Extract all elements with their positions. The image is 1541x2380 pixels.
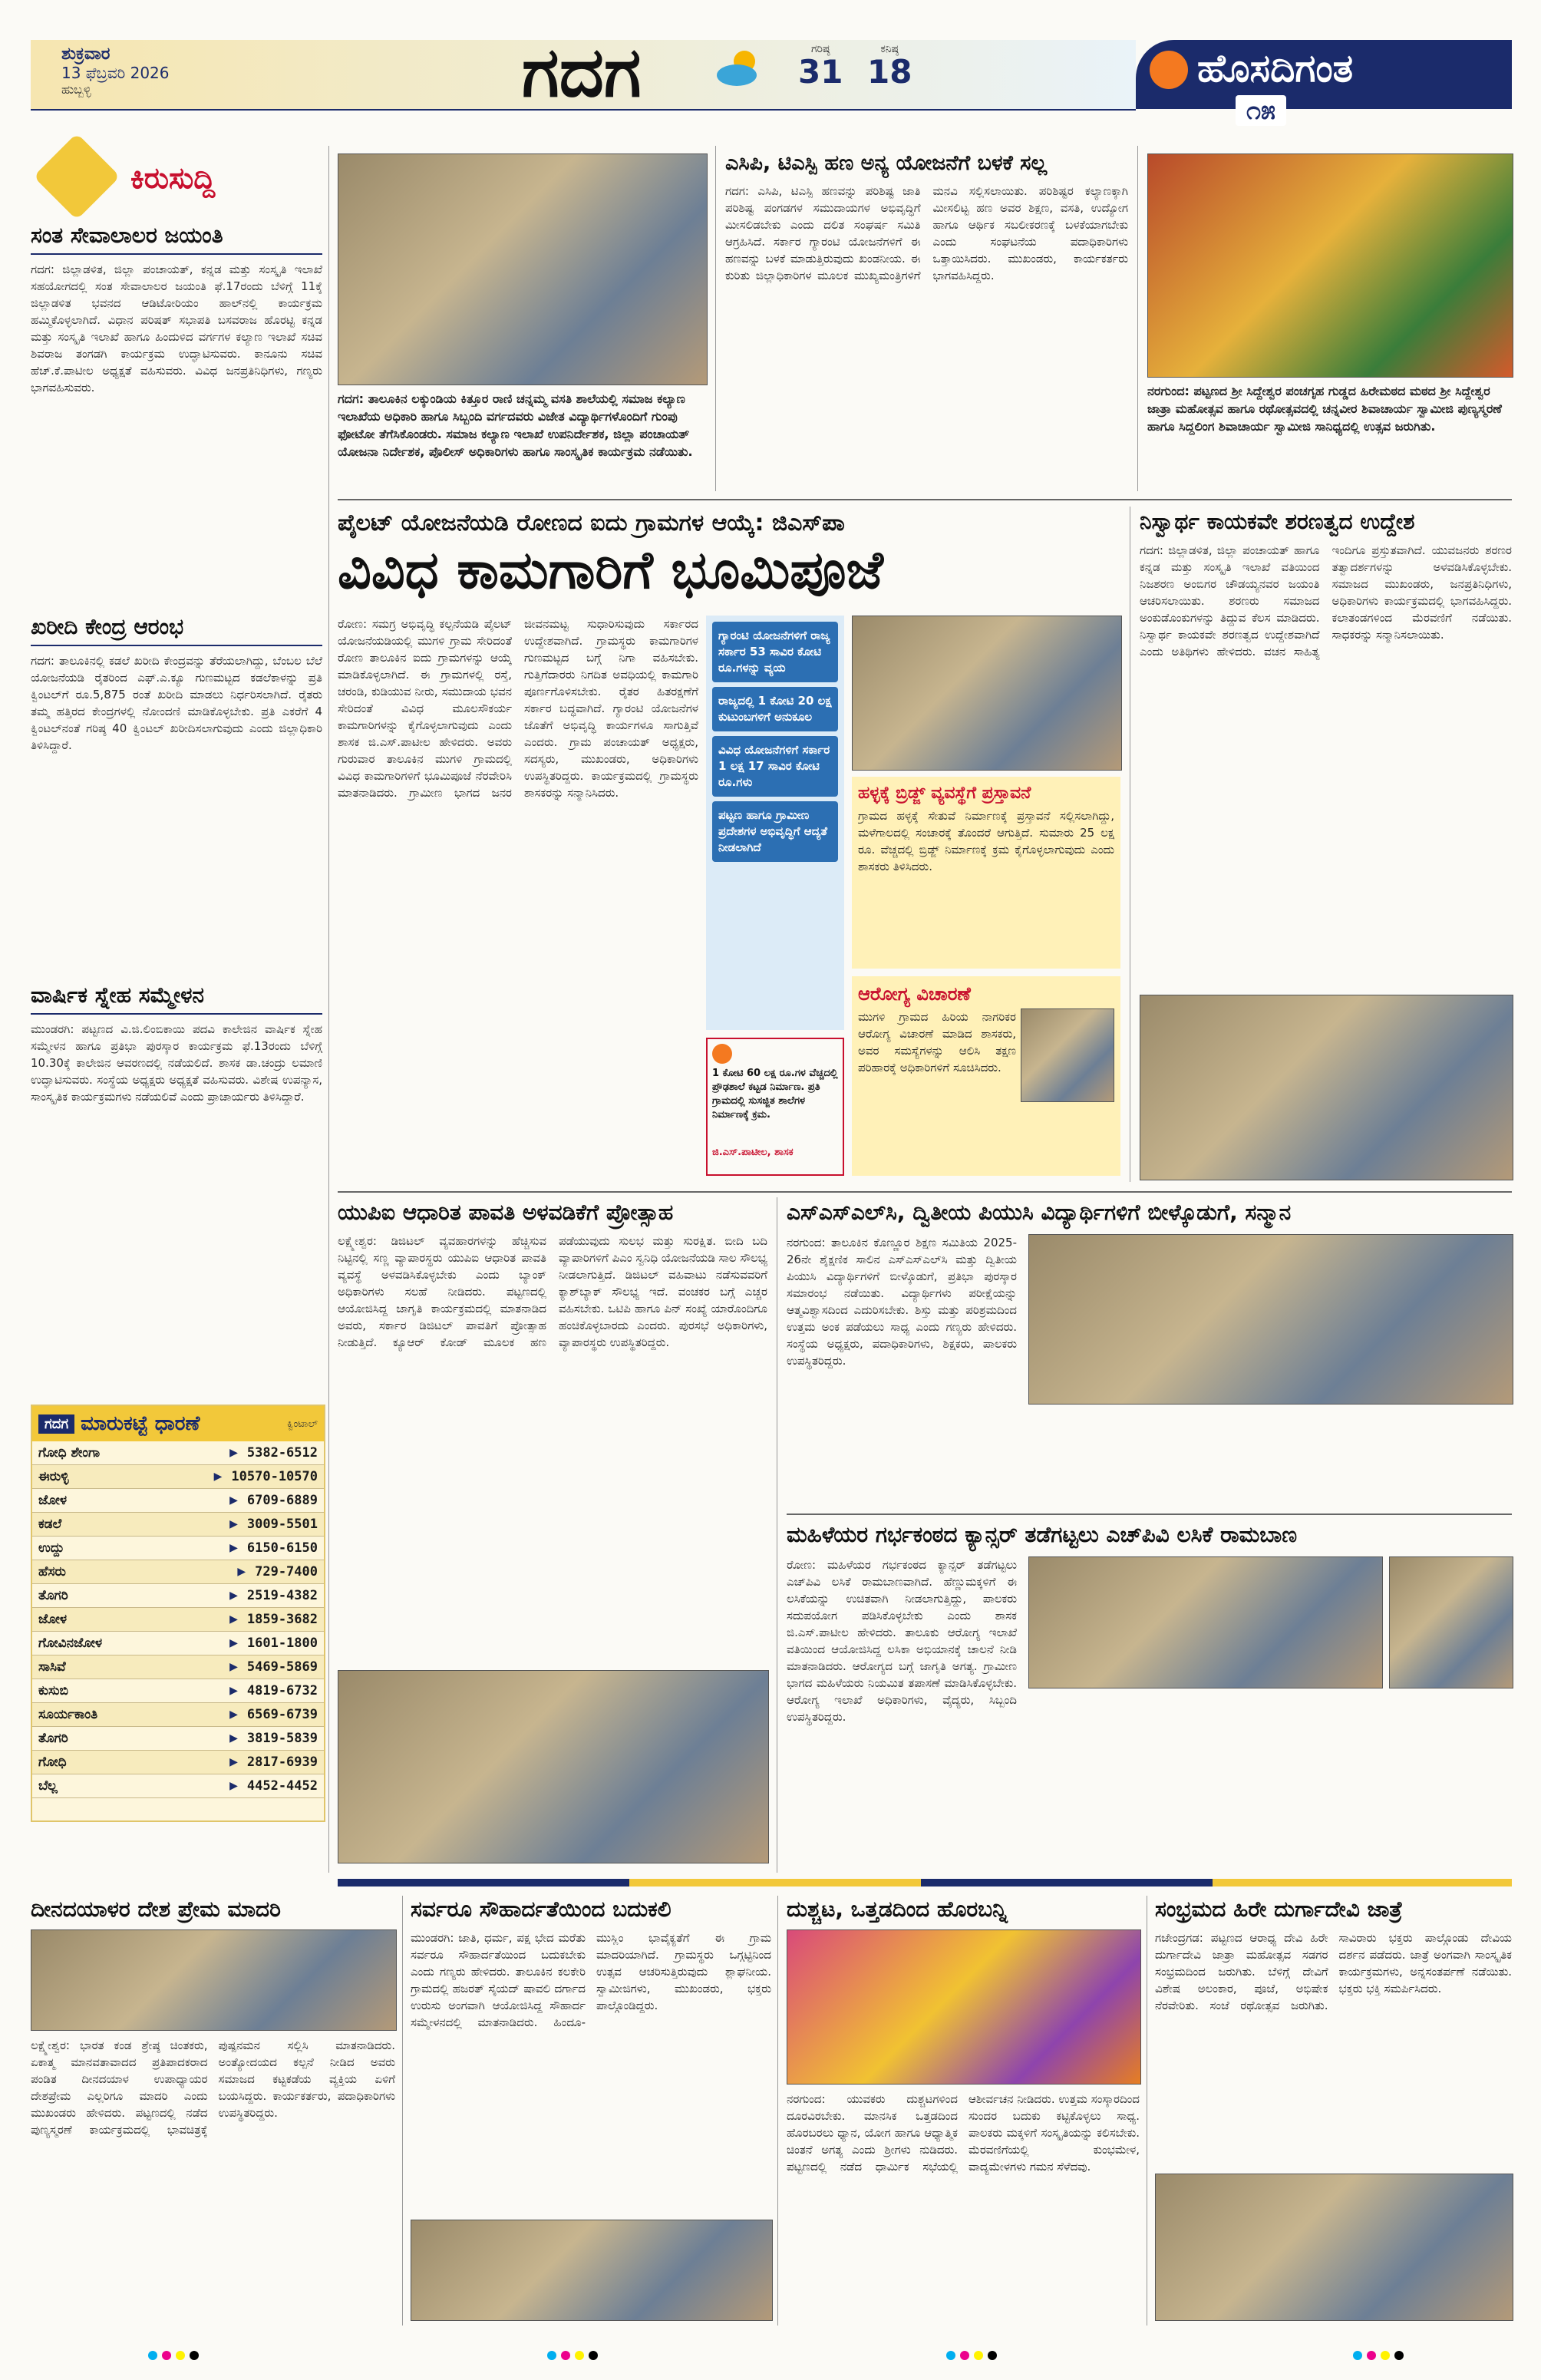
top-photo-left-caption: ಗದಗ: ತಾಲೂಕಿನ ಲಕ್ಕುಂಡಿಯ ಕಿತ್ತೂರ ರಾಣಿ ಚನ್ನಮ್ಮ ವಸತಿ ಶಾಲೆಯಲ್ಲಿ ಸಮಾಜ ಕಲ್ಯಾಣ ಇಲಾಖೆಯ ಅಧಿಕಾರಿ ಹಾಗೂ ಸಿಬ್ಬಂದಿ ವರ್ಗದವರು ವಿಜೇತ ವಿದ್ಯಾರ್ಥಿಗಳೊಂದಿಗೆ ಗುಂಪು ಫೋಟೋ ತೆಗೆಸಿಕೊಂಡರು. ಸಮಾಜ ಕಲ್ಯಾಣ ಇಲಾಖೆ ಉಪನಿರ್ದೇಶಕ, ಜಿಲ್ಲಾ ಪಂಚಾಯತ್ ಯೋಜನಾ ನಿರ್ದೇಶಕ, ಪೊಲೀಸ್ ಅಧಿಕಾರಿಗಳು ಹಾಗೂ ಸಾಂಸ್ಕೃತಿಕ ಕಾರ್ಯಕ್ರಮ ನಡೆಯಿತು. xyxy=(338,391,693,459)
page-number: ೧೫ xyxy=(1236,95,1286,126)
reg-dot-icon xyxy=(176,2351,185,2360)
bottom-story-2-body: ಮುಂಡರಗಿ: ಜಾತಿ, ಧರ್ಮ, ಪಕ್ಷ ಭೇದ ಮರೆತು ಸರ್ವರೂ ಸೌಹಾರ್ದತೆಯಿಂದ ಬದುಕಬೇಕು ಎಂದು ಗಣ್ಯರು ಹೇಳಿದರು. ತಾಲೂಕಿನ ಕಲಕೇರಿ ಗ್ರಾಮದಲ್ಲಿ ಹಜರತ್ ಸೈಯದ್ ಷಾವಲಿ ದರ್ಗಾದ ಉರುಸು ಅಂಗವಾಗಿ ಆಯೋಜಿಸಿದ್ದ ಸೌಹಾರ್ದ ಸಮ್ಮೇಳನದಲ್ಲಿ ಮಾತನಾಡಿದರು. ಹಿಂದೂ-ಮುಸ್ಲಿಂ ಭಾವೈಕ್ಯತೆಗೆ ಈ ಗ್ರಾಮ ಮಾದರಿಯಾಗಿದೆ. ಗ್ರಾಮಸ್ಥರು ಒಗ್ಗಟ್ಟಿನಿಂದ ಉತ್ಸವ ಆಚರಿಸುತ್ತಿರುವುದು ಶ್ಲಾಘನೀಯ. ಸ್ವಾಮೀಜಿಗಳು, ಮುಖಂಡರು, ಭಕ್ತರು ಪಾಲ್ಗೊಂಡಿದ್ದರು. xyxy=(411,1931,771,2029)
lead-sub2 xyxy=(852,976,1120,1176)
triangle-right-icon: ▶ xyxy=(229,1518,238,1530)
min-temp-label: ಕನಿಷ್ಠ xyxy=(880,43,899,55)
market-item-price: 4819-6732 xyxy=(246,1683,318,1698)
reg-mark-group xyxy=(1351,2349,1406,2363)
market-item-price: 6569-6739 xyxy=(246,1707,318,1722)
mid-left-headline: ಯುಪಿಐ ಆಧಾರಿತ ಪಾವತಿ ಅಳವಡಿಕೆಗೆ ಪ್ರೋತ್ಸಾಹ xyxy=(338,1200,674,1225)
bottom-story-3 xyxy=(787,1896,1140,2326)
reg-dot-icon xyxy=(1367,2351,1376,2360)
kirusuddi-column xyxy=(31,146,322,1389)
cancer-story xyxy=(787,1521,1512,1867)
market-item-price: 3009-5501 xyxy=(246,1517,318,1532)
registration-marks xyxy=(0,2349,1541,2364)
triangle-right-icon: ▶ xyxy=(229,1708,238,1721)
lead-sub2-body: ಮುಗಳಿ ಗ್ರಾಮದ ಹಿರಿಯ ನಾಗರಿಕರ ಆರೋಗ್ಯ ವಿಚಾರಣೆ ಮಾಡಿದ ಶಾಸಕರು, ಅವರ ಸಮಸ್ಯೆಗಳನ್ನು ಆಲಿಸಿ ತಕ್ಷಣ ಪರಿಹಾರಕ್ಕೆ ಅಧಿಕಾರಿಗಳಿಗೆ ಸೂಚಿಸಿದರು. xyxy=(858,1010,1016,1074)
market-row xyxy=(32,1489,324,1513)
triangle-right-icon: ▶ xyxy=(229,1637,238,1649)
quote-icon xyxy=(712,1044,732,1064)
bottom-story-4-headline: ಸಂಭ್ರಮದ ಹಿರೇ ದುರ್ಗಾದೇವಿ ಜಾತ್ರೆ xyxy=(1155,1896,1403,1922)
lead-facts-box xyxy=(706,616,844,1030)
column-divider xyxy=(1137,146,1138,491)
market-item-name: ತೊಗರಿ xyxy=(38,1588,68,1603)
reg-mark-group xyxy=(944,2349,999,2363)
top-photo-left xyxy=(338,153,708,385)
bottom-story-1-headline: ದೀನದಯಾಳರ ದೇಶ ಪ್ರೇಮ ಮಾದರಿ xyxy=(31,1896,281,1922)
paper-name: ಹೊಸದಿಗಂತ xyxy=(1197,46,1354,91)
lead-sub1-title: ಹಳ್ಳಕ್ಕೆ ಬ್ರಿಡ್ಜ್ ವ್ಯವಸ್ಥೆಗೆ ಪ್ರಸ್ತಾವನೆ xyxy=(858,784,1031,803)
market-row xyxy=(32,1584,324,1608)
market-item-price: 5382-6512 xyxy=(246,1445,318,1461)
lead-body: ರೋಣ: ಸಮಗ್ರ ಅಭಿವೃದ್ಧಿ ಕಲ್ಪನೆಯಡಿ ಪೈಲಟ್ ಯೋಜನೆಯಡಿಯಲ್ಲಿ ಮುಗಳಿ ಗ್ರಾಮ ಸೇರಿದಂತೆ ರೋಣ ತಾಲೂಕಿನ ಐದು ಗ್ರಾಮಗಳನ್ನು ಆಯ್ಕೆ ಮಾಡಿಕೊಳ್ಳಲಾಗಿದೆ. ಈ ಗ್ರಾಮಗಳಲ್ಲಿ ರಸ್ತೆ, ಚರಂಡಿ, ಕುಡಿಯುವ ನೀರು, ಸಮುದಾಯ ಭವನ ಸೇರಿದಂತೆ ವಿವಿಧ ಮೂಲಸೌಕರ್ಯ ಕಾಮಗಾರಿಗಳನ್ನು ಕೈಗೊಳ್ಳಲಾಗುವುದು ಎಂದು ಶಾಸಕ ಜಿ.ಎಸ್.ಪಾಟೀಲ ಹೇಳಿದರು. ಅವರು ಗುರುವಾರ ತಾಲೂಕಿನ ಮುಗಳಿ ಗ್ರಾಮದಲ್ಲಿ ವಿವಿಧ ಕಾಮಗಾರಿಗಳಿಗೆ ಭೂಮಿಪೂಜೆ ನೆರವೇರಿಸಿ ಮಾತನಾಡಿದರು. ಗ್ರಾಮೀಣ ಭಾಗದ ಜನರ ಜೀವನಮಟ್ಟ ಸುಧಾರಿಸುವುದು ಸರ್ಕಾರದ ಉದ್ದೇಶವಾಗಿದೆ. ಗ್ರಾಮಸ್ಥರು ಕಾಮಗಾರಿಗಳ ಗುಣಮಟ್ಟದ ಬಗ್ಗೆ ನಿಗಾ ವಹಿಸಬೇಕು. ಗುತ್ತಿಗೆದಾರರು ನಿಗದಿತ ಅವಧಿಯಲ್ಲಿ ಕಾಮಗಾರಿ ಪೂರ್ಣಗೊಳಿಸಬೇಕು. ರೈತರ ಹಿತರಕ್ಷಣೆಗೆ ಸರ್ಕಾರ ಬದ್ಧವಾಗಿದೆ. ಗ್ಯಾರಂಟಿ ಯೋಜನೆಗಳ ಜೊತೆಗೆ ಅಭಿವೃದ್ಧಿ ಕಾರ್ಯಗಳೂ ಸಾಗುತ್ತಿವೆ ಎಂದರು. ಗ್ರಾಮ ಪಂಚಾಯತ್ ಅಧ್ಯಕ್ಷರು, ಸದಸ್ಯರು, ಮುಖಂಡರು, ಅಧಿಕಾರಿಗಳು ಉಪಸ್ಥಿತರಿದ್ದರು. ಕಾರ್ಯಕ್ರಮದಲ್ಲಿ ಗ್ರಾಮಸ್ಥರು ಶಾಸಕರನ್ನು ಸನ್ಮಾನಿಸಿದರು. xyxy=(338,617,698,800)
cancer-photo-portrait xyxy=(1389,1556,1513,1688)
market-item-name: ಗೋಧಿ xyxy=(38,1754,67,1770)
top-center-body: ಗದಗ: ಎಸಿಪಿ, ಟಿಎಸ್ಪಿ ಹಣವನ್ನು ಪರಿಶಿಷ್ಟ ಜಾತಿ ಪರಿಶಿಷ್ಟ ಪಂಗಡಗಳ ಸಮುದಾಯಗಳ ಅಭಿವೃದ್ಧಿಗೆ ಮೀಸಲಿಡಬೇಕು ಎಂದು ದಲಿತ ಸಂಘರ್ಷ ಸಮಿತಿ ಆಗ್ರಹಿಸಿದೆ. ಸರ್ಕಾರ ಗ್ಯಾರಂಟಿ ಯೋಜನೆಗಳಿಗೆ ಈ ಹಣವನ್ನು ಬಳಕೆ ಮಾಡುತ್ತಿರುವುದು ಖಂಡನೀಯ. ಈ ಕುರಿತು ಜಿಲ್ಲಾಧಿಕಾರಿಗಳ ಮೂಲಕ ಮುಖ್ಯಮಂತ್ರಿಗಳಿಗೆ ಮನವಿ ಸಲ್ಲಿಸಲಾಯಿತು. ಪರಿಶಿಷ್ಟರ ಕಲ್ಯಾಣಕ್ಕಾಗಿ ಮೀಸಲಿಟ್ಟ ಹಣ ಅವರ ಶಿಕ್ಷಣ, ವಸತಿ, ಉದ್ಯೋಗ ಹಾಗೂ ಆರ್ಥಿಕ ಸಬಲೀಕರಣಕ್ಕೆ ಬಳಕೆಯಾಗಬೇಕು ಎಂದು ಸಂಘಟನೆಯ ಪದಾಧಿಕಾರಿಗಳು ಒತ್ತಾಯಿಸಿದರು. ಮುಖಂಡರು, ಕಾರ್ಯಕರ್ತರು ಭಾಗವಹಿಸಿದ್ದರು. xyxy=(725,184,1128,282)
lead-sub2-title: ಆರೋಗ್ಯ ವಿಚಾರಣೆ xyxy=(858,983,971,1005)
lead-fact-1: ಗ್ಯಾರಂಟಿ ಯೋಜನೆಗಳಿಗೆ ರಾಜ್ಯ ಸರ್ಕಾರ 53 ಸಾವಿರ ಕೋಟಿ ರೂ.ಗಳನ್ನು ವ್ಯಯ xyxy=(712,622,838,682)
market-item-price: 4452-4452 xyxy=(246,1778,318,1794)
market-row xyxy=(32,1465,324,1489)
top-photo-right-block xyxy=(1147,153,1512,491)
market-item-name: ಗೋವಿನಜೋಳ xyxy=(38,1636,103,1651)
mid-right-photo xyxy=(1028,1234,1513,1405)
market-row xyxy=(32,1703,324,1727)
market-table xyxy=(31,1405,325,1822)
sun-cloud-icon xyxy=(714,45,767,91)
column-divider xyxy=(402,1896,403,2326)
kirusuddi-item-2 xyxy=(31,614,322,982)
market-row xyxy=(32,1727,324,1751)
color-bar-1 xyxy=(338,1879,629,1887)
bottom-story-4-photo xyxy=(1155,2174,1513,2321)
market-item-price: 1859-3682 xyxy=(246,1612,318,1627)
reg-dot-icon xyxy=(547,2351,556,2360)
reg-dot-icon xyxy=(162,2351,171,2360)
column-divider xyxy=(328,146,329,1873)
bottom-story-2 xyxy=(411,1896,771,2326)
reg-dot-icon xyxy=(1394,2351,1404,2360)
market-item-price: 6150-6150 xyxy=(246,1540,318,1556)
market-row xyxy=(32,1655,324,1679)
triangle-right-icon: ▶ xyxy=(229,1613,238,1626)
market-item-name: ಸಾಸಿವೆ xyxy=(38,1659,66,1675)
kirusuddi-item-1-body: ಗದಗ: ಜಿಲ್ಲಾಡಳಿತ, ಜಿಲ್ಲಾ ಪಂಚಾಯತ್, ಕನ್ನಡ ಮತ್ತು ಸಂಸ್ಕೃತಿ ಇಲಾಖೆ ಸಹಯೋಗದಲ್ಲಿ ಸಂತ ಸೇವಾಲಾಲರ ಜಯಂತಿ ಫೆ.17ರಂದು ಬೆಳಿಗ್ಗೆ 11ಕ್ಕೆ ಜಿಲ್ಲಾಡಳಿತ ಭವನದ ಆಡಿಟೋರಿಯಂ ಹಾಲ್‌ನಲ್ಲಿ ಕಾರ್ಯಕ್ರಮ ಹಮ್ಮಿಕೊಳ್ಳಲಾಗಿದೆ. ವಿಧಾನ ಪರಿಷತ್ ಸಭಾಪತಿ ಬಸವರಾಜ ಹೊರಟ್ಟಿ ಕನ್ನಡ ಮತ್ತು ಸಂಸ್ಕೃತಿ ಇಲಾಖೆ ಹಾಗೂ ಹಿಂದುಳಿದ ವರ್ಗಗಳ ಕಲ್ಯಾಣ ಇಲಾಖೆ ಸಚಿವ ಶಿವರಾಜ ತಂಗಡಗಿ ಕಾರ್ಯಕ್ರಮ ಉದ್ಘಾಟಿಸುವರು. ಕಾನೂನು ಸಚಿವ ಹೆಚ್.ಕೆ.ಪಾಟೀಲ ಅಧ್ಯಕ್ಷತೆ ವಹಿಸುವರು. ವಿವಿಧ ಜನಪ್ರತಿನಿಧಿಗಳು, ಗಣ್ಯರು ಭಾಗವಹಿಸುವರು. xyxy=(31,262,322,394)
color-bar-3 xyxy=(921,1879,1213,1887)
market-item-name: ಜೋಳ xyxy=(38,1493,68,1508)
market-item-name: ಈರುಳ್ಳಿ xyxy=(38,1469,69,1484)
bottom-story-1-photo xyxy=(31,1929,397,2031)
color-bar-4 xyxy=(1213,1879,1512,1887)
cancer-headline: ಮಹಿಳೆಯರ ಗರ್ಭಕಂಠದ ಕ್ಯಾನ್ಸರ್ ತಡೆಗಟ್ಟಲು ಎಚ್‌ಪಿವಿ ಲಸಿಕೆ ರಾಮಬಾಣ xyxy=(787,1522,1298,1547)
bottom-story-1-body: ಲಕ್ಷ್ಮೇಶ್ವರ: ಭಾರತ ಕಂಡ ಶ್ರೇಷ್ಠ ಚಿಂತಕರು, ಏಕಾತ್ಮ ಮಾನವತಾವಾದದ ಪ್ರತಿಪಾದಕರಾದ ಪಂಡಿತ ದೀನದಯಾಳ ಉಪಾಧ್ಯಾಯರ ದೇಶಪ್ರೇಮ ಎಲ್ಲರಿಗೂ ಮಾದರಿ ಎಂದು ಮುಖಂಡರು ಹೇಳಿದರು. ಪಟ್ಟಣದಲ್ಲಿ ನಡೆದ ಪುಣ್ಯಸ್ಮರಣೆ ಕಾರ್ಯಕ್ರಮದಲ್ಲಿ ಭಾವಚಿತ್ರಕ್ಕೆ ಪುಷ್ಪನಮನ ಸಲ್ಲಿಸಿ ಮಾತನಾಡಿದರು. ಅಂತ್ಯೋದಯದ ಕಲ್ಪನೆ ನೀಡಿದ ಅವರು ಸಮಾಜದ ಕಟ್ಟಕಡೆಯ ವ್ಯಕ್ತಿಯ ಏಳಿಗೆ ಬಯಸಿದ್ದರು. ಕಾರ್ಯಕರ್ತರು, ಪದಾಧಿಕಾರಿಗಳು ಉಪಸ್ಥಿತರಿದ್ದರು. xyxy=(31,2038,395,2137)
triangle-right-icon: ▶ xyxy=(229,1589,238,1602)
top-photo-right-caption: ನರಗುಂದ: ಪಟ್ಟಣದ ಶ್ರೀ ಸಿದ್ದೇಶ್ವರ ಪಂಚಗೃಹ ಗುಡ್ಡದ ಹಿರೇಮಠದ ಮಠದ ಶ್ರೀ ಸಿದ್ದೇಶ್ವರ ಜಾತ್ರಾ ಮಹೋತ್ಸವ ಹಾಗೂ ರಥೋತ್ಸವದಲ್ಲಿ ಚನ್ನವೀರ ಶಿವಾಚಾರ್ಯ ಸ್ವಾಮೀಜಿ ಪುಣ್ಯಸ್ಮರಣೆ ಹಾಗೂ ಸಿದ್ದಲಿಂಗ ಶಿವಾಚಾರ್ಯ ಸ್ವಾಮೀಜಿ ಸಾನಿಧ್ಯದಲ್ಲಿ ಉತ್ಸವ ಜರುಗಿತು. xyxy=(1147,384,1502,434)
reg-dot-icon xyxy=(1353,2351,1362,2360)
triangle-right-icon: ▶ xyxy=(229,1542,238,1554)
lead-story xyxy=(338,508,1120,1183)
market-item-price: 2817-6939 xyxy=(246,1754,318,1770)
column-divider xyxy=(777,1896,778,2326)
day-label: ಶುಕ್ರವಾರ xyxy=(61,45,111,64)
top-center-headline: ಎಸಿಪಿ, ಟಿಎಸ್ಪಿ ಹಣ ಅನ್ಯ ಯೋಜನೆಗೆ ಬಳಕೆ ಸಲ್ಲ xyxy=(725,151,1048,175)
bottom-story-2-photo xyxy=(411,2220,773,2321)
reg-dot-icon xyxy=(960,2351,969,2360)
city-label: ಹುಬ್ಬಳ್ಳಿ xyxy=(61,82,91,97)
reg-dot-icon xyxy=(946,2351,955,2360)
market-rows xyxy=(32,1441,324,1798)
kirusuddi-title: ಕಿರುಸುದ್ದಿ xyxy=(130,161,216,195)
kirusuddi-item-2-body: ಗದಗ: ತಾಲೂಕಿನಲ್ಲಿ ಕಡಲೆ ಖರೀದಿ ಕೇಂದ್ರವನ್ನು ತೆರೆಯಲಾಗಿದ್ದು, ಬೆಂಬಲ ಬೆಲೆ ಯೋಜನೆಯಡಿ ರೈತರಿಂದ ಎಫ್.ಎ.ಕ್ಯೂ ಗುಣಮಟ್ಟದ ಕಡಲೆಕಾಳನ್ನು ಪ್ರತಿ ಕ್ವಿಂಟಲ್‌ಗೆ ರೂ.5,875 ರಂತೆ ಖರೀದಿ ಮಾಡಲು ನಿರ್ಧರಿಸಲಾಗಿದೆ. ರೈತರು ತಮ್ಮ ಹತ್ತಿರದ ಕೇಂದ್ರಗಳಲ್ಲಿ ನೋಂದಣಿ ಮಾಡಿಕೊಳ್ಳಬೇಕು. ಪ್ರತಿ ಎಕರೆಗೆ 4 ಕ್ವಿಂಟಲ್‌ನಂತೆ ಗರಿಷ್ಠ 40 ಕ್ವಿಂಟಲ್ ಖರೀದಿಸಲಾಗುವುದು ಎಂದು ಜಿಲ್ಲಾಧಿಕಾರಿ ತಿಳಿಸಿದ್ದಾರೆ. xyxy=(31,654,322,752)
bottom-story-3-photo xyxy=(787,1929,1141,2085)
column-divider xyxy=(715,146,716,491)
market-place: ಗದಗ xyxy=(38,1414,74,1434)
market-item-name: ಗೋಧಿ ಶೇಂಗಾ xyxy=(38,1445,101,1461)
market-item-price: 5469-5869 xyxy=(246,1659,318,1675)
triangle-right-icon: ▶ xyxy=(229,1661,238,1673)
market-item-price: 3819-5839 xyxy=(246,1731,318,1746)
triangle-right-icon: ▶ xyxy=(229,1447,238,1459)
market-header xyxy=(32,1406,324,1441)
triangle-right-icon: ▶ xyxy=(229,1685,238,1697)
kirusuddi-item-2-title: ಖರೀದಿ ಕೇಂದ್ರ ಆರಂಭ xyxy=(31,614,322,646)
top-photo-left-block xyxy=(338,153,706,491)
bottom-story-3-headline: ದುಶ್ಚಟ, ಒತ್ತಡದಿಂದ ಹೊರಬನ್ನಿ xyxy=(787,1896,1008,1922)
market-row xyxy=(32,1632,324,1655)
mid-right-story xyxy=(787,1199,1512,1506)
market-row xyxy=(32,1537,324,1560)
section-rule xyxy=(787,1513,1512,1515)
kirusuddi-badge xyxy=(46,146,292,215)
right-story-headline: ನಿಸ್ವಾರ್ಥ ಕಾಯಕವೇ ಶರಣತ್ವದ ಉದ್ದೇಶ xyxy=(1140,509,1415,534)
reg-dot-icon xyxy=(988,2351,997,2360)
reg-dot-icon xyxy=(190,2351,199,2360)
brand-logo-block xyxy=(1136,40,1512,126)
right-story-body: ಗದಗ: ಜಿಲ್ಲಾಡಳಿತ, ಜಿಲ್ಲಾ ಪಂಚಾಯತ್ ಹಾಗೂ ಕನ್ನಡ ಮತ್ತು ಸಂಸ್ಕೃತಿ ಇಲಾಖೆ ವತಿಯಿಂದ ನಿಜಶರಣ ಅಂಬಿಗರ ಚೌಡಯ್ಯನವರ ಜಯಂತಿ ಆಚರಿಸಲಾಯಿತು. ಶರಣರು ಸಮಾಜದ ಅಂಕುಡೊಂಕುಗಳನ್ನು ತಿದ್ದುವ ಕೆಲಸ ಮಾಡಿದರು. ನಿಸ್ವಾರ್ಥ ಕಾಯಕವೇ ಶರಣತ್ವದ ಉದ್ದೇಶವಾಗಿದೆ ಎಂದು ಅತಿಥಿಗಳು ಹೇಳಿದರು. ವಚನ ಸಾಹಿತ್ಯ ಇಂದಿಗೂ ಪ್ರಸ್ತುತವಾಗಿದೆ. ಯುವಜನರು ಶರಣರ ತತ್ವಾದರ್ಶಗಳನ್ನು ಅಳವಡಿಸಿಕೊಳ್ಳಬೇಕು. ಸಮಾಜದ ಮುಖಂಡರು, ಜನಪ್ರತಿನಿಧಿಗಳು, ಅಧಿಕಾರಿಗಳು ಕಾರ್ಯಕ್ರಮದಲ್ಲಿ ಭಾಗವಹಿಸಿದ್ದರು. ಕಲಾತಂಡಗಳಿಂದ ಮೆರವಣಿಗೆ ನಡೆಯಿತು. ಸಾಧಕರನ್ನು ಸನ್ಮಾನಿಸಲಾಯಿತು. xyxy=(1140,543,1512,659)
lead-fact-2: ರಾಜ್ಯದಲ್ಲಿ 1 ಕೋಟಿ 20 ಲಕ್ಷ ಕುಟುಂಬಗಳಿಗೆ ಅನುಕೂಲ xyxy=(712,687,838,731)
cancer-photo-main xyxy=(1028,1556,1383,1688)
masthead xyxy=(31,31,1512,126)
lead-sub1 xyxy=(852,777,1120,969)
lead-quote: 1 ಕೋಟಿ 60 ಲಕ್ಷ ರೂ.ಗಳ ವೆಚ್ಚದಲ್ಲಿ ಪ್ರೌಢಶಾಲೆ ಕಟ್ಟಡ ನಿರ್ಮಾಣ. ಪ್ರತಿ ಗ್ರಾಮದಲ್ಲಿ ಸುಸಜ್ಜಿತ ಶಾಲೆಗಳ ನಿರ್ಮಾಣಕ್ಕೆ ಕ್ರಮ. xyxy=(712,1068,838,1121)
market-row xyxy=(32,1774,324,1798)
triangle-right-icon: ▶ xyxy=(229,1756,238,1768)
reg-dot-icon xyxy=(561,2351,570,2360)
market-item-name: ಜೋಳ xyxy=(38,1612,68,1627)
date-block xyxy=(61,45,230,97)
market-item-name: ಉದ್ದು xyxy=(38,1540,64,1556)
mid-left-body: ಲಕ್ಷ್ಮೇಶ್ವರ: ಡಿಜಿಟಲ್ ವ್ಯವಹಾರಗಳನ್ನು ಹೆಚ್ಚಿಸುವ ನಿಟ್ಟಿನಲ್ಲಿ ಸಣ್ಣ ವ್ಯಾಪಾರಸ್ಥರು ಯುಪಿಐ ಆಧಾರಿತ ಪಾವತಿ ವ್ಯವಸ್ಥೆ ಅಳವಡಿಸಿಕೊಳ್ಳಬೇಕು ಎಂದು ಬ್ಯಾಂಕ್ ಅಧಿಕಾರಿಗಳು ಸಲಹೆ ನೀಡಿದರು. ಪಟ್ಟಣದಲ್ಲಿ ಆಯೋಜಿಸಿದ್ದ ಜಾಗೃತಿ ಕಾರ್ಯಕ್ರಮದಲ್ಲಿ ಮಾತನಾಡಿದ ಅವರು, ಸರ್ಕಾರ ಡಿಜಿಟಲ್ ಪಾವತಿಗೆ ಪ್ರೋತ್ಸಾಹ ನೀಡುತ್ತಿದೆ. ಕ್ಯೂಆರ್ ಕೋಡ್ ಮೂಲಕ ಹಣ ಪಡೆಯುವುದು ಸುಲಭ ಮತ್ತು ಸುರಕ್ಷಿತ. ಬೀದಿ ಬದಿ ವ್ಯಾಪಾರಿಗಳಿಗೆ ಪಿಎಂ ಸ್ವನಿಧಿ ಯೋಜನೆಯಡಿ ಸಾಲ ಸೌಲಭ್ಯ ನೀಡಲಾಗುತ್ತಿದೆ. ಡಿಜಿಟಲ್ ವಹಿವಾಟು ನಡೆಸುವವರಿಗೆ ಕ್ಯಾಶ್‌ಬ್ಯಾಕ್ ಸೌಲಭ್ಯ ಇದೆ. ವಂಚಕರ ಬಗ್ಗೆ ಎಚ್ಚರ ವಹಿಸಬೇಕು. ಒಟಿಪಿ ಹಾಗೂ ಪಿನ್ ಸಂಖ್ಯೆ ಯಾರೊಂದಿಗೂ ಹಂಚಿಕೊಳ್ಳಬಾರದು ಎಂದರು. ಪುರಸಭೆ ಅಧಿಕಾರಿಗಳು, ವ್ಯಾಪಾರಸ್ಥರು ಉಪಸ್ಥಿತರಿದ್ದರು. xyxy=(338,1234,767,1349)
kirusuddi-item-3-title: ವಾರ್ಷಿಕ ಸ್ನೇಹ ಸಮ್ಮೇಳನ xyxy=(31,982,322,1015)
kirusuddi-item-3 xyxy=(31,982,322,1405)
cancer-body: ರೋಣ: ಮಹಿಳೆಯರ ಗರ್ಭಕಂಠದ ಕ್ಯಾನ್ಸರ್ ತಡೆಗಟ್ಟಲು ಎಚ್‌ಪಿವಿ ಲಸಿಕೆ ರಾಮಬಾಣವಾಗಿದೆ. ಹೆಣ್ಣುಮಕ್ಕಳಿಗೆ ಈ ಲಸಿಕೆಯನ್ನು ಉಚಿತವಾಗಿ ನೀಡಲಾಗುತ್ತಿದ್ದು, ಪಾಲಕರು ಸದುಪಯೋಗ ಪಡಿಸಿಕೊಳ್ಳಬೇಕು ಎಂದು ಶಾಸಕ ಜಿ.ಎಸ್.ಪಾಟೀಲ ಹೇಳಿದರು. ತಾಲೂಕು ಆರೋಗ್ಯ ಇಲಾಖೆ ವತಿಯಿಂದ ಆಯೋಜಿಸಿದ್ದ ಲಸಿಕಾ ಅಭಿಯಾನಕ್ಕೆ ಚಾಲನೆ ನೀಡಿ ಮಾತನಾಡಿದರು. ಆರೋಗ್ಯದ ಬಗ್ಗೆ ಜಾಗೃತಿ ಅಗತ್ಯ. ಗ್ರಾಮೀಣ ಭಾಗದ ಮಹಿಳೆಯರು ನಿಯಮಿತ ತಪಾಸಣೆ ಮಾಡಿಸಿಕೊಳ್ಳಬೇಕು. ಆರೋಗ್ಯ ಇಲಾಖೆ ಅಧಿಕಾರಿಗಳು, ವೈದ್ಯರು, ಸಿಬ್ಬಂದಿ ಉಪಸ್ಥಿತರಿದ್ದರು. xyxy=(787,1558,1017,1724)
bottom-story-1 xyxy=(31,1896,395,2326)
triangle-right-icon: ▶ xyxy=(229,1494,238,1507)
lead-kicker: ಪೈಲಟ್ ಯೋಜನೆಯಡಿ ರೋಣದ ಐದು ಗ್ರಾಮಗಳ ಆಯ್ಕೆ: ಜಿಎಸ್‌ಪಾ xyxy=(338,510,845,536)
lead-sub1-body: ಗ್ರಾಮದ ಹಳ್ಳಕ್ಕೆ ಸೇತುವೆ ನಿರ್ಮಾಣಕ್ಕೆ ಪ್ರಸ್ತಾವನೆ ಸಲ್ಲಿಸಲಾಗಿದ್ದು, ಮಳೆಗಾಲದಲ್ಲಿ ಸಂಚಾರಕ್ಕೆ ತೊಂದರೆ ಆಗುತ್ತಿದೆ. ಸುಮಾರು 25 ಲಕ್ಷ ರೂ. ವೆಚ್ಚದಲ್ಲಿ ಬ್ರಿಡ್ಜ್ ನಿರ್ಮಾಣಕ್ಕೆ ಕ್ರಮ ಕೈಗೊಳ್ಳಲಾಗುವುದು ಎಂದು ಶಾಸಕರು ತಿಳಿಸಿದರು. xyxy=(858,809,1114,873)
market-row xyxy=(32,1679,324,1703)
mid-left-photo xyxy=(338,1670,769,1863)
market-item-name: ಬೆಲ್ಲ xyxy=(38,1778,58,1794)
lead-fact-4: ಪಟ್ಟಣ ಹಾಗೂ ಗ್ರಾಮೀಣ ಪ್ರದೇಶಗಳ ಅಭಿವೃದ್ಧಿಗೆ ಆದ್ಯತೆ ನೀಡಲಾಗಿದೆ xyxy=(712,801,838,862)
reg-dot-icon xyxy=(974,2351,983,2360)
min-temp-block xyxy=(867,43,912,89)
market-item-name: ಕಡಲೆ xyxy=(38,1517,62,1532)
market-item-price: 1601-1800 xyxy=(246,1636,318,1651)
reg-dot-icon xyxy=(1381,2351,1390,2360)
section-rule xyxy=(338,499,1512,500)
market-item-name: ತೊಗರಿ xyxy=(38,1731,68,1746)
reg-dot-icon xyxy=(575,2351,584,2360)
lead-quote-box xyxy=(706,1038,844,1176)
market-item-name: ಹೆಸರು xyxy=(38,1564,66,1580)
market-item-price: 6709-6889 xyxy=(246,1493,318,1508)
triangle-right-icon: ▶ xyxy=(229,1780,238,1792)
max-temp-value: 31 xyxy=(798,53,843,91)
market-row xyxy=(32,1608,324,1632)
bottom-story-3-body: ನರಗುಂದ: ಯುವಕರು ದುಶ್ಚಟಗಳಿಂದ ದೂರವಿರಬೇಕು. ಮಾನಸಿಕ ಒತ್ತಡದಿಂದ ಹೊರಬರಲು ಧ್ಯಾನ, ಯೋಗ ಹಾಗೂ ಆಧ್ಯಾತ್ಮಿಕ ಚಿಂತನೆ ಅಗತ್ಯ ಎಂದು ಶ್ರೀಗಳು ನುಡಿದರು. ಪಟ್ಟಣದಲ್ಲಿ ನಡೆದ ಧಾರ್ಮಿಕ ಸಭೆಯಲ್ಲಿ ಆಶೀರ್ವಚನ ನೀಡಿದರು. ಉತ್ತಮ ಸಂಸ್ಕಾರದಿಂದ ಸುಂದರ ಬದುಕು ಕಟ್ಟಿಕೊಳ್ಳಲು ಸಾಧ್ಯ. ಪಾಲಕರು ಮಕ್ಕಳಿಗೆ ಸಂಸ್ಕೃತಿಯನ್ನು ಕಲಿಸಬೇಕು. ಮೆರವಣಿಗೆಯಲ್ಲಿ ಕುಂಭಮೇಳ, ವಾದ್ಯಮೇಳಗಳು ಗಮನ ಸೆಳೆದವು. xyxy=(787,2092,1140,2174)
bottom-story-2-headline: ಸರ್ವರೂ ಸೌಹಾರ್ದತೆಯಿಂದ ಬದುಕಲಿ xyxy=(411,1896,672,1922)
market-item-price: 10570-10570 xyxy=(231,1469,318,1484)
market-item-price: 2519-4382 xyxy=(246,1588,318,1603)
bottom-story-4 xyxy=(1155,1896,1512,2326)
market-unit: ಕ್ವಿಂಟಾಲ್ xyxy=(287,1418,318,1430)
triangle-right-icon: ▶ xyxy=(229,1732,238,1745)
mid-right-headline: ಎಸ್‌ಎಸ್‌ಎಲ್‌ಸಿ, ದ್ವಿತೀಯ ಪಿಯುಸಿ ವಿದ್ಯಾರ್ಥಿಗಳಿಗೆ ಬೀಳ್ಕೊಡುಗೆ, ಸನ್ಮಾನ xyxy=(787,1200,1292,1225)
right-story xyxy=(1140,508,1512,1183)
brand-emblem-icon xyxy=(1150,51,1188,89)
lead-quote-author: ಜಿ.ಎಸ್.ಪಾಟೀಲ, ಶಾಸಕ xyxy=(712,1147,794,1158)
max-temp-block xyxy=(798,43,843,89)
section-rule xyxy=(338,1191,1512,1193)
market-item-price: 729-7400 xyxy=(255,1564,318,1580)
triangle-right-icon: ▶ xyxy=(213,1471,223,1483)
lead-headline: ವಿವಿಧ ಕಾಮಗಾರಿಗೆ ಭೂಮಿಪೂಜೆ xyxy=(338,540,883,601)
market-row xyxy=(32,1441,324,1465)
market-title: ಮಾರುಕಟ್ಟೆ ಧಾರಣೆ xyxy=(81,1411,200,1435)
market-item-name: ಕುಸುಬಿ xyxy=(38,1683,68,1698)
weather-icon xyxy=(714,45,767,91)
reg-mark-group xyxy=(146,2349,201,2363)
lead-photo-main xyxy=(852,616,1122,771)
market-row xyxy=(32,1751,324,1774)
kirusuddi-item-3-body: ಮುಂಡರಗಿ: ಪಟ್ಟಣದ ವಿ.ಜಿ.ಲಿಂಬಿಕಾಯಿ ಪದವಿ ಕಾಲೇಜಿನ ವಾರ್ಷಿಕ ಸ್ನೇಹ ಸಮ್ಮೇಳನ ಹಾಗೂ ಪ್ರತಿಭಾ ಪುರಸ್ಕಾರ ಕಾರ್ಯಕ್ರಮ ಫೆ.13ರಂದು ಬೆಳಿಗ್ಗೆ 10.30ಕ್ಕೆ ಕಾಲೇಜಿನ ಆವರಣದಲ್ಲಿ ನಡೆಯಲಿದೆ. ಶಾಸಕ ಡಾ.ಚಂದ್ರು ಲಮಾಣಿ ಉದ್ಘಾಟಿಸುವರು. ಸಂಸ್ಥೆಯ ಅಧ್ಯಕ್ಷರು ಅಧ್ಯಕ್ಷತೆ ವಹಿಸುವರು. ವಿಶೇಷ ಉಪನ್ಯಾಸ, ಸಾಂಸ್ಕೃತಿಕ ಕಾರ್ಯಕ್ರಮಗಳು ನಡೆಯಲಿವೆ ಎಂದು ಪ್ರಾಚಾರ್ಯರು ತಿಳಿಸಿದ್ದಾರೆ. xyxy=(31,1022,322,1104)
top-photo-right xyxy=(1147,153,1513,378)
right-story-photo xyxy=(1140,995,1513,1180)
lead-sub2-photo xyxy=(1021,1008,1114,1102)
reg-mark-group xyxy=(545,2349,600,2363)
hand-icon xyxy=(33,133,120,220)
color-bar-2 xyxy=(629,1879,921,1887)
lead-fact-3: ವಿವಿಧ ಯೋಜನೆಗಳಿಗೆ ಸರ್ಕಾರ 1 ಲಕ್ಷ 17 ಸಾವಿರ ಕೋಟಿ ರೂ.ಗಳು xyxy=(712,736,838,797)
max-temp-label: ಗರಿಷ್ಠ xyxy=(810,43,830,55)
market-row xyxy=(32,1560,324,1584)
mid-left-story xyxy=(338,1199,767,1867)
market-item-name: ಸೂರ್ಯಕಾಂತಿ xyxy=(38,1707,98,1722)
reg-dot-icon xyxy=(589,2351,598,2360)
reg-dot-icon xyxy=(148,2351,157,2360)
min-temp-value: 18 xyxy=(867,53,912,91)
bottom-story-4-body: ಗಜೇಂದ್ರಗಡ: ಪಟ್ಟಣದ ಆರಾಧ್ಯ ದೇವಿ ಹಿರೇ ದುರ್ಗಾದೇವಿ ಜಾತ್ರಾ ಮಹೋತ್ಸವ ಸಡಗರ ಸಂಭ್ರಮದಿಂದ ಜರುಗಿತು. ಬೆಳಿಗ್ಗೆ ದೇವಿಗೆ ವಿಶೇಷ ಅಲಂಕಾರ, ಪೂಜೆ, ಅಭಿಷೇಕ ನೆರವೇರಿತು. ಸಂಜೆ ರಥೋತ್ಸವ ಜರುಗಿತು. ಸಾವಿರಾರು ಭಕ್ತರು ಪಾಲ್ಗೊಂಡು ದೇವಿಯ ದರ್ಶನ ಪಡೆದರು. ಜಾತ್ರೆ ಅಂಗವಾಗಿ ಸಾಂಸ್ಕೃತಿಕ ಕಾರ್ಯಕ್ರಮಗಳು, ಅನ್ನಸಂತರ್ಪಣೆ ನಡೆಯಿತು. ಭಕ್ತರು ಭಕ್ತಿ ಸಮರ್ಪಿಸಿದರು. xyxy=(1155,1931,1512,2012)
market-row xyxy=(32,1513,324,1537)
kirusuddi-item-1 xyxy=(31,223,322,610)
triangle-right-icon: ▶ xyxy=(237,1566,246,1578)
mid-right-body: ನರಗುಂದ: ತಾಲೂಕಿನ ಕೊಣ್ಣೂರ ಶಿಕ್ಷಣ ಸಮಿತಿಯ 2025-26ನೇ ಶೈಕ್ಷಣಿಕ ಸಾಲಿನ ಎಸ್‌ಎಸ್‌ಎಲ್‌ಸಿ ಮತ್ತು ದ್ವಿತೀಯ ಪಿಯುಸಿ ವಿದ್ಯಾರ್ಥಿಗಳಿಗೆ ಬೀಳ್ಕೊಡುಗೆ, ಪ್ರತಿಭಾ ಪುರಸ್ಕಾರ ಸಮಾರಂಭ ನಡೆಯಿತು. ವಿದ್ಯಾರ್ಥಿಗಳು ಪರೀಕ್ಷೆಯನ್ನು ಆತ್ಮವಿಶ್ವಾಸದಿಂದ ಎದುರಿಸಬೇಕು. ಶಿಸ್ತು ಮತ್ತು ಪರಿಶ್ರಮದಿಂದ ಉತ್ತಮ ಅಂಕ ಪಡೆಯಲು ಸಾಧ್ಯ ಎಂದು ಗಣ್ಯರು ಹೇಳಿದರು. ಸಂಸ್ಥೆಯ ಅಧ್ಯಕ್ಷರು, ಪದಾಧಿಕಾರಿಗಳು, ಶಿಕ್ಷಕರು, ಪಾಲಕರು ಉಪಸ್ಥಿತರಿದ್ದರು. xyxy=(787,1236,1017,1368)
top-center-story xyxy=(725,150,1128,491)
page-title: ಗದಗ xyxy=(522,32,642,113)
date-label: 13 ಫೆಬ್ರವರಿ 2026 xyxy=(61,64,170,82)
kirusuddi-item-1-title: ಸಂತ ಸೇವಾಲಾಲರ ಜಯಂತಿ xyxy=(31,223,322,255)
